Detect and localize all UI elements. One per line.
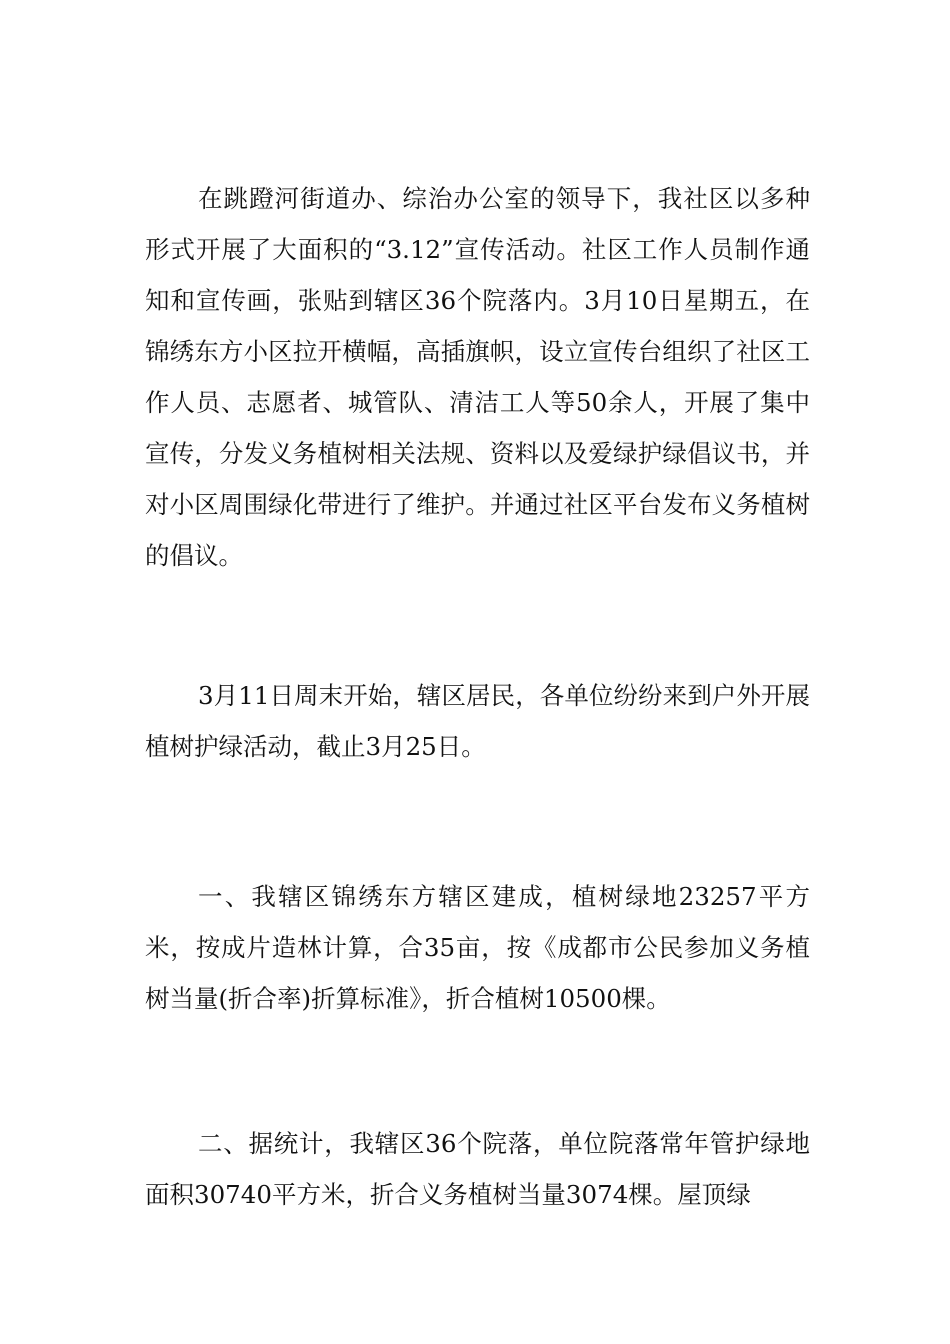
- paragraph-item-two: 二、据统计，我辖区36个院落，单位院落常年管护绿地面积30740平方米，折合义务植树当量3074棵。屋顶绿: [145, 1129, 810, 1209]
- paragraph-planting-period: 3月11日周末开始，辖区居民，各单位纷纷来到户外开展植树护绿活动，截止3月25日。: [145, 681, 810, 761]
- paragraph-publicity: 在跳蹬河街道办、综治办公室的领导下，我社区以多种形式开展了大面积的“3.12”宣传活动。社区工作人员制作通知和宣传画，张贴到辖区36个院落内。3月10日星期五，在锦绣东方小区拉开横幅，高插旗帜，设立宣传台组织了社区工作人员、志愿者、城管队、清洁工人等50余人，开展了集中宣传，分发义务植树相关法规、资料以及爱绿护绿倡议书，并对小区周围绿化带进行了维护。并通过社区平台发布义务植树的倡议。: [145, 184, 810, 570]
- paragraph-item-one: 一、我辖区锦绣东方辖区建成，植树绿地23257平方米，按成片造林计算，合35亩，按《成都市公民参加义务植树当量(折合率)折算标准》，折合植树10500棵。: [145, 882, 810, 1013]
